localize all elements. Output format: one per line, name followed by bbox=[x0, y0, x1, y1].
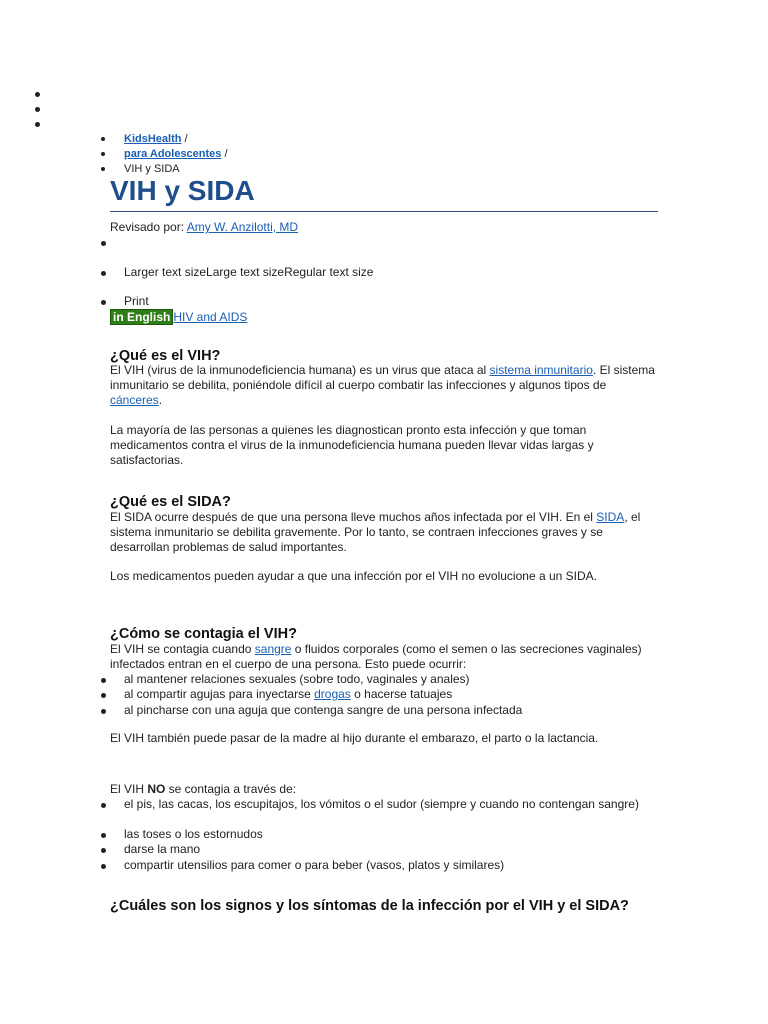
breadcrumb-separator: / bbox=[184, 133, 188, 145]
language-switch bbox=[110, 309, 247, 325]
list-bullet bbox=[101, 833, 106, 838]
list-bullet bbox=[101, 803, 106, 808]
link-canceres[interactable]: cánceres bbox=[110, 393, 159, 407]
nav-bullet-empty bbox=[35, 92, 40, 97]
paragraph: La mayoría de las personas a quienes les diagnostican pronto esta infección y que toman medicamentos contra el virus de la inmunodeficiencia humana pueden llevar vidas largas y satisfactorias. bbox=[110, 423, 594, 467]
emphasis-no: NO bbox=[147, 782, 166, 796]
breadcrumb-bullet bbox=[101, 137, 105, 141]
empty-bullet bbox=[101, 241, 106, 246]
paragraph bbox=[110, 782, 660, 797]
paragraph bbox=[110, 363, 660, 408]
section-heading-como-se-contagia: ¿Cómo se contagia el VIH? bbox=[110, 626, 297, 642]
text: El VIH se contagia cuando bbox=[110, 642, 255, 656]
text-size-controls bbox=[124, 265, 373, 280]
list-item: las toses o los estornudos bbox=[124, 827, 263, 841]
breadcrumb-item bbox=[124, 147, 228, 161]
print-bullet bbox=[101, 300, 106, 305]
list-item bbox=[124, 687, 660, 702]
text-size-regular-button[interactable]: Regular text size bbox=[284, 265, 374, 279]
section-heading-signos-sintomas: ¿Cuáles son los signos y los síntomas de la infección por el VIH y el SIDA? bbox=[110, 898, 629, 914]
list-bullet bbox=[101, 678, 106, 683]
text: o fluidos corporales (como el semen o las secreciones vaginales) infectados entran en el cuerpo de una persona. Esto puede ocurrir: bbox=[110, 642, 642, 671]
text: , el sistema inmunitario se debilita gravemente. Por lo tanto, se contraen infecciones graves y se desarrollan problemas de salud importantes. bbox=[110, 510, 641, 554]
link-sangre[interactable]: sangre bbox=[254, 642, 292, 656]
text: . El sistema inmunitario se debilita, poniéndole difícil al cuerpo combatir las infecciones y algunos tipos de bbox=[110, 363, 655, 392]
paragraph: El VIH también puede pasar de la madre al hijo durante el embarazo, el parto o la lactancia. bbox=[110, 731, 599, 745]
text-size-larger-button[interactable]: Larger text size bbox=[124, 265, 207, 279]
link-drogas[interactable]: drogas bbox=[314, 687, 351, 701]
breadcrumb-bullet bbox=[101, 167, 105, 171]
breadcrumb-current: VIH y SIDA bbox=[124, 163, 180, 175]
text: El VIH bbox=[110, 782, 148, 796]
breadcrumb-link-adolescentes[interactable]: para Adolescentes bbox=[124, 148, 222, 160]
reviewer-link[interactable]: Amy W. Anzilotti, MD bbox=[186, 220, 299, 234]
list-bullet bbox=[101, 848, 106, 853]
text: se contagia a través de: bbox=[165, 782, 297, 796]
section-heading-que-es-vih: ¿Qué es el VIH? bbox=[110, 348, 221, 364]
reviewed-by-label: Revisado por: bbox=[110, 220, 185, 234]
link-sistema-inmunitario[interactable]: sistema inmunitario bbox=[489, 363, 593, 377]
paragraph: Los medicamentos pueden ayudar a que una infección por el VIH no evolucione a un SIDA. bbox=[110, 569, 597, 583]
list-bullet bbox=[101, 709, 106, 714]
paragraph bbox=[110, 510, 660, 555]
nav-bullet-empty bbox=[35, 107, 40, 112]
list-item: darse la mano bbox=[124, 842, 201, 856]
text-size-large-button[interactable]: Large text size bbox=[206, 265, 285, 279]
list-item: al pincharse con una aguja que contenga sangre de una persona infectada bbox=[124, 703, 523, 717]
text: El SIDA ocurre después de que una persona lleve muchos años infectada por el VIH. En el bbox=[110, 510, 597, 524]
text: al compartir agujas para inyectarse bbox=[124, 687, 315, 701]
english-version-link[interactable]: HIV and AIDS bbox=[173, 310, 248, 324]
breadcrumb-link-kidshealth[interactable]: KidsHealth bbox=[124, 133, 182, 145]
in-english-toggle-a: in Eng bbox=[113, 310, 150, 324]
breadcrumb-item bbox=[124, 132, 188, 146]
title-divider bbox=[110, 211, 658, 212]
reviewed-by bbox=[110, 220, 298, 235]
text: El VIH (virus de la inmunodeficiencia humana) es un virus que ataca al bbox=[110, 363, 490, 377]
section-heading-que-es-sida: ¿Qué es el SIDA? bbox=[110, 494, 231, 510]
breadcrumb-separator: / bbox=[224, 148, 228, 160]
page-title: VIH y SIDA bbox=[110, 175, 255, 206]
text-size-bullet bbox=[101, 271, 106, 276]
in-english-toggle-b: lish bbox=[149, 310, 171, 324]
list-item: compartir utensilios para comer o para beber (vasos, platos y similares) bbox=[124, 858, 505, 872]
list-bullet bbox=[101, 693, 106, 698]
list-item: al mantener relaciones sexuales (sobre todo, vaginales y anales) bbox=[124, 672, 470, 686]
list-item: el pis, las cacas, los escupitajos, los vómitos o el sudor (siempre y cuando no contengan sangre) bbox=[124, 797, 639, 811]
text: . bbox=[158, 393, 163, 407]
list-bullet bbox=[101, 864, 106, 869]
nav-bullet-empty bbox=[35, 122, 40, 127]
breadcrumb-bullet bbox=[101, 152, 105, 156]
text: o hacerse tatuajes bbox=[350, 687, 453, 701]
in-english-toggle[interactable] bbox=[110, 309, 173, 325]
paragraph bbox=[110, 642, 660, 672]
link-sida[interactable]: SIDA bbox=[596, 510, 625, 524]
print-button[interactable]: Print bbox=[124, 294, 149, 308]
